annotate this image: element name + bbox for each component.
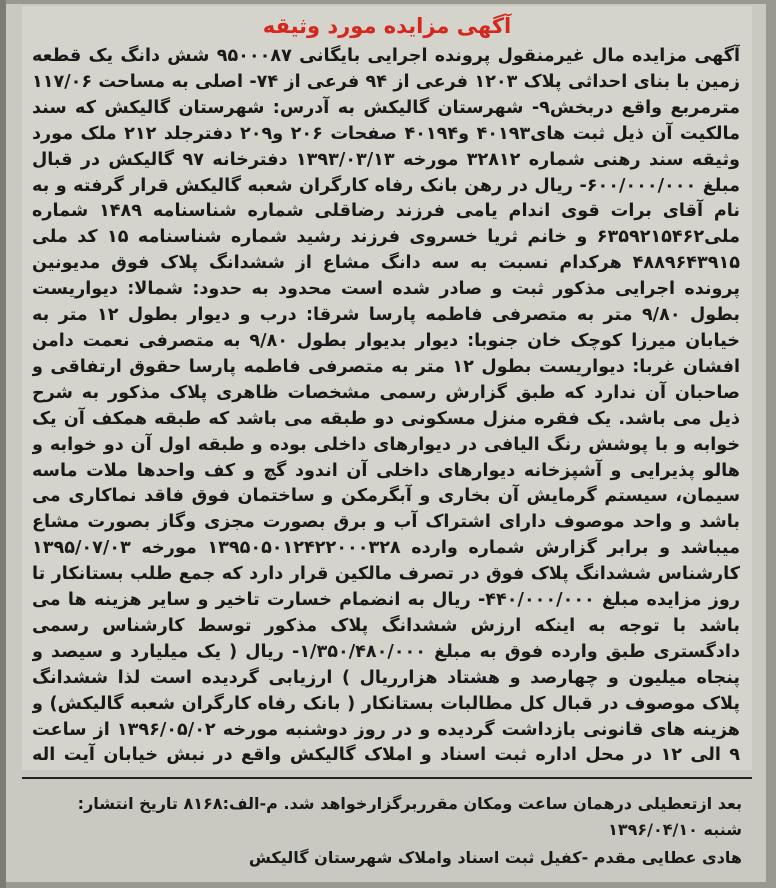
notice-body: آگهی مزایده مال غیرمنقول پرونده اجرایی بایگانی ۹۵۰۰۰۸۷ شش دانگ یک قطعه زمین با بنای احداثی پلاک ۱۲۰۳ فرعی از ۹۴ فرعی از ۷۴- اصلی به مساحت ۱۱۷/۰۶ مترمربع واقع دربخش۹- شهرستان گالیکش به آدرس: شهرستان گالیکش که سند مالکیت آن ذیل ثبت های۴۰۱۹۳ و۴۰۱۹۴ صفحات ۲۰۶ و۲۰۹ دفترجلد ۲۱۲ ملک مورد وثیقه سند رهنی شماره ۳۲۸۱۲ مورخه ۱۳۹۳/۰۳/۱۳ دفترخانه ۹۷ گالیکش در قبال مبلغ ۶۰۰/۰۰۰/۰۰۰- ریال در رهن بانک رفاه کارگران شعبه گالیکش قرار گرفته و به نام آقای برات قوی اندام یامی فرزند رضاقلی شماره شناسنامه ۱۴۸۹ شماره ملی۶۳۵۹۲۱۵۴۶۲ و خانم ثریا خسروی فرزند رشید شماره شناسنامه ۱۵ کد ملی ۴۸۸۹۶۴۳۹۱۵ هرکدام نسبت به سه دانگ مشاع از ششدانگ پلاک فوق مدیونین پرونده اجرایی مذکور ثبت و صادر شده است محدود به حدود: شمالا: دیواریست بطول ۹/۸۰ متر به متصرفی فاطمه پارسا شرقا: درب و دیوار بطول ۱۲ متر به خیابان میرزا کوچک خان جنوبا: دیوار بدیوار بطول ۹/۸۰ به متصرفی نعمت دامن افشان غربا: دیواریست بطول ۱۲ متر به متصرفی فاطمه پارسا حقوق ارتفاقی و صاحبان آن ندارد که طبق گزارش رسمی مشخصات ظاهری پلاک مذکور به شرح ذیل می باشد. یک فقره منزل مسکونی دو طبقه می باشد که طبقه همکف آن یک خوابه و با پوشش رنگ الیافی در دیوارهای داخلی بوده و طبقه اول آن دو خوابه و هالو پذیرایی و آشپزخانه دیوارهای داخلی آن اندود گچ و کف واحدها ملات ماسه سیمان، سیستم گرمایش آن بخاری و آبگرمکن و ساختمان فوق فاقد نماکاری می باشد و واحد موصوف دارای اشتراک آب و برق بصورت مجزی وگاز بصورت مشاع میباشد و برابر گزارش شماره وارده ۱۳۹۵۰۵۰۱۲۴۲۲۰۰۰۳۲۸ مورخه ۱۳۹۵/۰۷/۰۳ کارشناس ششدانگ پلاک فوق در تصرف مالکین قرار دارد که جمع طلب بستانکار تا روز مزایده مبلغ ۴۴۰/۰۰۰/۰۰۰- ریال به انضمام خسارت تاخیر و سایر هزینه ها می باشد با توجه به اینکه ارزش ششدانگ پلاک مذکور توسط کارشناس رسمی دادگستری طبق وارده فوق به مبلغ ۱/۳۵۰/۴۸۰/۰۰۰- ریال ( یک میلیارد و سیصد و پنجاه میلیون و چهارصد و هشتاد هزارریال ) ارزیابی گردیده است لذا ششدانگ پلاک موصوف در قبال کل مطالبات بستانکار ( بانک رفاه کارگران شعبه گالیکش) و هزینه های قانونی بازداشت گردیده و در روز دوشنبه مورخه ۱۳۹۶/۰۵/۰۲ از ساعت ۹ الی ۱۲ در محل اداره ثبت اسناد و املاک گالیکش واقع در نبش خیابان آیت اله (32, 46, 740, 766)
footer-line-publication: بعد ازتعطیلی درهمان ساعت ومکان مقرربرگزارخواهد شد. م-الف:۸۱۶۸ تاریخ انتشار: (77, 794, 742, 813)
auction-notice (22, 6, 752, 770)
footer-line-date: شنبه ۱۳۹۶/۰۴/۱۰ (608, 820, 742, 839)
section-divider (22, 777, 752, 779)
footer-line-signature: هادی عطایی مقدم -کفیل ثبت اسناد واملاک شهرستان گالیکش (248, 848, 742, 867)
notice-footer (22, 788, 752, 870)
notice-title: آگهی مزایده مورد وثیقه (262, 14, 512, 38)
